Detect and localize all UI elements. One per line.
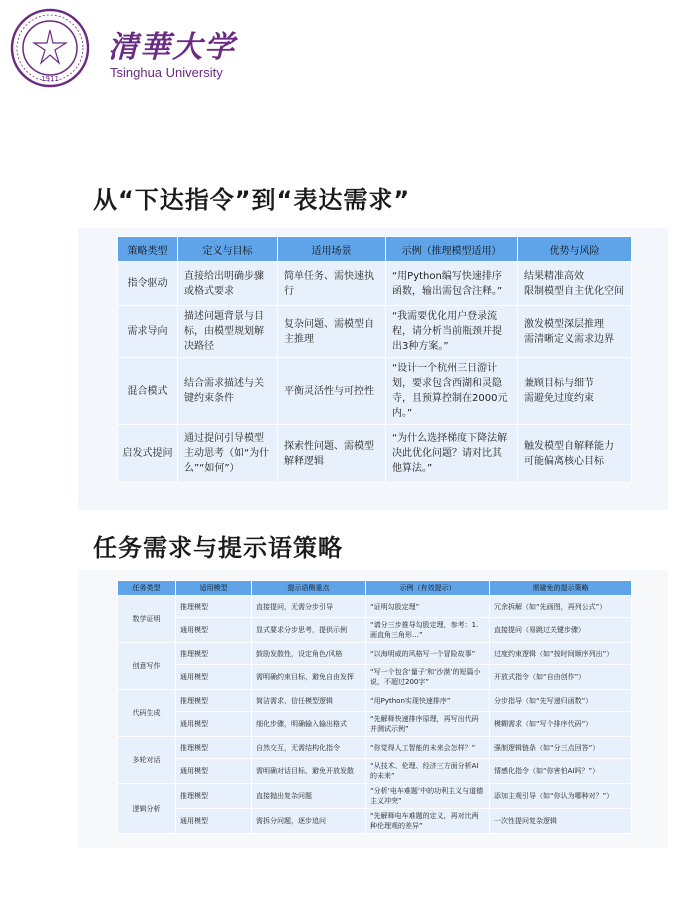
table-cell: 通用模型 — [176, 712, 252, 737]
table-cell: 强制逻辑链条（如“分三点回答”） — [490, 737, 632, 759]
logo-english-name: Tsinghua University — [110, 65, 223, 80]
table-cell: 通过提问引导模型主动思考（如“为什么”“如何”） — [178, 425, 278, 483]
table-cell: “用Python实现快速排序” — [366, 690, 490, 712]
table-cell: 需明确对话目标，避免开放发散 — [252, 759, 366, 784]
strategy-table-header — [118, 237, 632, 262]
table-cell: “先解释快速排序原理，再写出代码并测试示例” — [366, 712, 490, 737]
table-row — [118, 618, 632, 643]
strategy-type-cell: 启发式提问 — [118, 425, 178, 483]
column-header: 定义与目标 — [178, 237, 278, 262]
table-cell: “请分三步推导勾股定理，参考：1.画直角三角形…” — [366, 618, 490, 643]
table-cell: 直接给出明确步骤或格式要求 — [178, 262, 278, 306]
table-cell: 简单任务、需快速执行 — [278, 262, 386, 306]
strategy-table — [117, 236, 632, 483]
section2-title: 任务需求与提示语策略 — [93, 534, 343, 562]
task-type-cell: 逻辑分析 — [118, 784, 176, 834]
table-cell: 激发模型深层推理 需清晰定义需求边界 — [518, 306, 632, 358]
strategy-type-cell: 需求导向 — [118, 306, 178, 358]
task-type-cell: 数学证明 — [118, 596, 176, 643]
table-cell: 自然交互，无需结构化指令 — [252, 737, 366, 759]
table-cell: “写一个包含‘量子’和‘沙漠’的短篇小说，不超过200字” — [366, 665, 490, 690]
table-row — [118, 358, 632, 425]
table-cell: 通用模型 — [176, 759, 252, 784]
task-table-header — [118, 581, 632, 596]
task-type-cell: 多轮对话 — [118, 737, 176, 784]
table-cell: 简洁需求，信任模型逻辑 — [252, 690, 366, 712]
strategy-type-cell: 混合模式 — [118, 358, 178, 425]
table-cell: “以海明威的风格写一个冒险故事” — [366, 643, 490, 665]
table-cell: 复杂问题、需模型自主推理 — [278, 306, 386, 358]
table-row — [118, 809, 632, 834]
logo-chinese-name: 清華大学 — [108, 30, 236, 65]
table-cell: 分步指导（如“先写递归函数”） — [490, 690, 632, 712]
table-cell: 模糊需求（如“写个排序代码”） — [490, 712, 632, 737]
table-cell: 推理模型 — [176, 737, 252, 759]
table-row — [118, 262, 632, 306]
table-cell: 描述问题背景与目标，由模型规划解决路径 — [178, 306, 278, 358]
column-header: 需避免的提示策略 — [490, 581, 632, 596]
table-cell: 平衡灵活性与可控性 — [278, 358, 386, 425]
table-cell: 推理模型 — [176, 643, 252, 665]
table-row — [118, 759, 632, 784]
column-header: 策略类型 — [118, 237, 178, 262]
table-cell: 需拆分问题，逐步追问 — [252, 809, 366, 834]
table-cell: “为什么选择梯度下降法解决此优化问题？请对比其他算法。” — [386, 425, 518, 483]
table-cell: 直接抛出复杂问题 — [252, 784, 366, 809]
table-cell: “设计一个杭州三日游计划，要求包含西湖和灵隐寺，且预算控制在2000元内。” — [386, 358, 518, 425]
column-header: 提示语侧重点 — [252, 581, 366, 596]
column-header: 示例（有效提示） — [366, 581, 490, 596]
table-row — [118, 690, 632, 712]
table-cell: “证明勾股定理” — [366, 596, 490, 618]
table-row — [118, 425, 632, 483]
column-header: 适用模型 — [176, 581, 252, 596]
university-seal-icon — [10, 8, 90, 88]
table-cell: “用Python编写快速排序函数，输出需包含注释。” — [386, 262, 518, 306]
table-cell: 细化步骤，明确输入输出格式 — [252, 712, 366, 737]
table-cell: 添加主观引导（如“你认为哪种对？”） — [490, 784, 632, 809]
table-cell: 探索性问题、需模型解释逻辑 — [278, 425, 386, 483]
table-cell: 一次性提问复杂逻辑 — [490, 809, 632, 834]
table-cell: “你觉得人工智能的未来会怎样？” — [366, 737, 490, 759]
table-cell: 推理模型 — [176, 596, 252, 618]
table-cell: 过度约束逻辑（如“按时间顺序列出”） — [490, 643, 632, 665]
table-cell: 兼顾目标与细节 需避免过度约束 — [518, 358, 632, 425]
table-cell: 开放式指令（如“自由创作”） — [490, 665, 632, 690]
table-cell: 推理模型 — [176, 690, 252, 712]
table-cell: 冗余拆解（如“先画图，再列公式”） — [490, 596, 632, 618]
strategy-type-cell: 指令驱动 — [118, 262, 178, 306]
table-cell: 结果精准高效 限制模型自主优化空间 — [518, 262, 632, 306]
table-row — [118, 643, 632, 665]
table-cell: 直接提问，无需分步引导 — [252, 596, 366, 618]
table-cell: 情感化指令（如“你害怕AI吗？”） — [490, 759, 632, 784]
table-cell: “我需要优化用户登录流程，请分析当前瓶颈并提出3种方案。” — [386, 306, 518, 358]
table-cell: 通用模型 — [176, 665, 252, 690]
table-row — [118, 712, 632, 737]
table-cell: 需明确约束目标，避免自由发挥 — [252, 665, 366, 690]
task-type-cell: 代码生成 — [118, 690, 176, 737]
column-header: 任务类型 — [118, 581, 176, 596]
table-cell: “先解释电车难题的定义，再对比两种伦理观的差异” — [366, 809, 490, 834]
table-row — [118, 784, 632, 809]
task-type-cell: 创意写作 — [118, 643, 176, 690]
column-header: 适用场景 — [278, 237, 386, 262]
table-row — [118, 737, 632, 759]
table-cell: 显式要求分步思考，提供示例 — [252, 618, 366, 643]
seal-year: 1911 — [41, 75, 59, 83]
table-cell: 触发模型自解释能力 可能偏离核心目标 — [518, 425, 632, 483]
header — [10, 8, 310, 88]
table-cell: 通用模型 — [176, 809, 252, 834]
table-row — [118, 665, 632, 690]
table-cell: “分析‘电车难题’中的功利主义与道德主义冲突” — [366, 784, 490, 809]
column-header: 示例（推理模型适用） — [386, 237, 518, 262]
section1-title: 从“下达指令”到“表达需求” — [93, 186, 411, 214]
table-cell: 结合需求描述与关键约束条件 — [178, 358, 278, 425]
table-cell: 鼓励发散性，设定角色/风格 — [252, 643, 366, 665]
table-cell: “从技术、伦理、经济三方面分析AI的未来” — [366, 759, 490, 784]
table-cell: 直接提问（易跳过关键步骤） — [490, 618, 632, 643]
task-prompt-table — [117, 580, 632, 834]
table-row — [118, 596, 632, 618]
table-row — [118, 306, 632, 358]
table-cell: 通用模型 — [176, 618, 252, 643]
table-cell: 推理模型 — [176, 784, 252, 809]
column-header: 优势与风险 — [518, 237, 632, 262]
